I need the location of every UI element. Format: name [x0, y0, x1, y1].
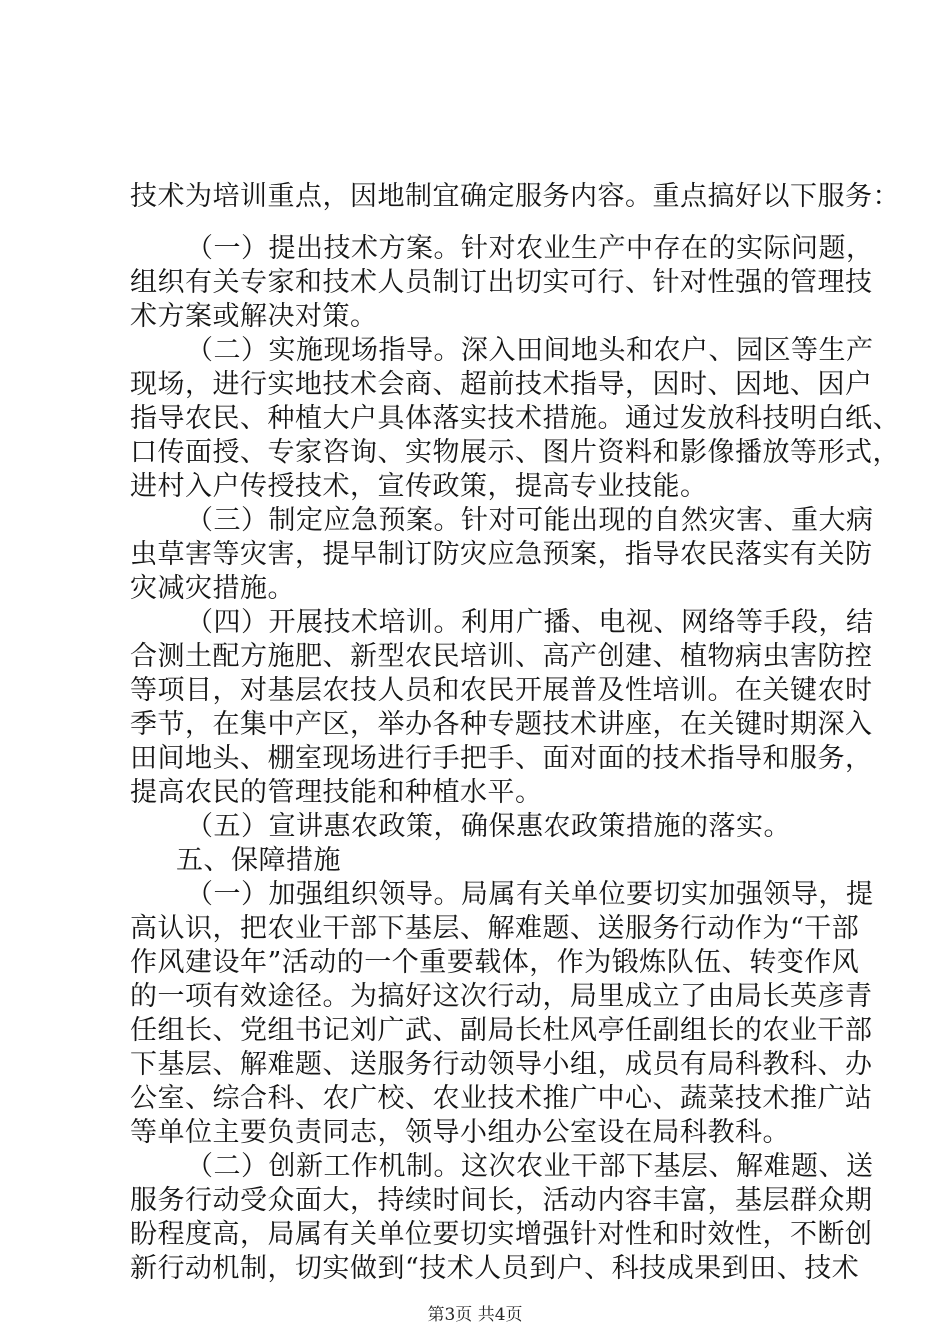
text-line: 提高农民的管理技能和种植水平。 — [130, 777, 543, 808]
paragraph-heading: （三）制定应急预案。针对可能出现的自然灾害、重大病 — [186, 505, 874, 536]
text-line: 田间地头、棚室现场进行手把手、面对面的技术指导和服务， — [130, 743, 873, 774]
text-line: 等项目，对基层农技人员和农民开展普及性培训。在关键农时 — [130, 675, 873, 706]
text-line: 公室、综合科、农广校、农业技术推广中心、蔬菜技术推广站 — [130, 1083, 873, 1114]
page-footer: 第3页 共4页 — [427, 1305, 523, 1325]
paragraph-heading: （二）创新工作机制。这次农业干部下基层、解难题、送 — [186, 1151, 874, 1182]
paragraph-heading: （一）提出技术方案。针对农业生产中存在的实际问题， — [186, 233, 874, 264]
text-line: 口传面授、专家咨询、实物展示、图片资料和影像播放等形式， — [130, 437, 900, 468]
text-line: 组织有关专家和技术人员制订出切实可行、针对性强的管理技 — [130, 267, 873, 298]
text-line: 术方案或解决对策。 — [130, 301, 378, 332]
text-line: 高认识，把农业干部下基层、解难题、送服务行动作为“干部 — [130, 913, 860, 944]
text-line: 灾减灾措施。 — [130, 573, 295, 604]
text-line: 技术为培训重点，因地制宜确定服务内容。重点搞好以下服务： — [130, 181, 900, 212]
paragraph-heading: （一）加强组织领导。局属有关单位要切实加强领导，提 — [186, 879, 874, 910]
section-heading: 五、保障措施 — [176, 845, 341, 876]
text-line: 新行动机制，切实做到“技术人员到户、科技成果到田、技术 — [130, 1253, 860, 1284]
text-line: 进村入户传授技术，宣传政策，提高专业技能。 — [130, 471, 708, 502]
paragraph-heading: （五）宣讲惠农政策，确保惠农政策措施的落实。 — [186, 811, 791, 842]
text-line: 虫草害等灾害，提早制订防灾应急预案，指导农民落实有关防 — [130, 539, 873, 570]
paragraph-heading: （四）开展技术培训。利用广播、电视、网络等手段，结 — [186, 607, 874, 638]
text-line: 季节，在集中产区，举办各种专题技术讲座，在关键时期深入 — [130, 709, 873, 740]
text-line: 下基层、解难题、送服务行动领导小组，成员有局科教科、办 — [130, 1049, 873, 1080]
text-line: 作风建设年”活动的一个重要载体，作为锻炼队伍、转变作风 — [130, 947, 860, 978]
text-line: 服务行动受众面大，持续时间长，活动内容丰富，基层群众期 — [130, 1185, 873, 1216]
text-line: 指导农民、种植大户具体落实技术措施。通过发放科技明白纸、 — [130, 403, 900, 434]
text-line: 合测土配方施肥、新型农民培训、高产创建、植物病虫害防控 — [130, 641, 873, 672]
text-line: 的一项有效途径。为搞好这次行动，局里成立了由局长英彦青 — [130, 981, 873, 1012]
text-line: 现场，进行实地技术会商、超前技术指导，因时、因地、因户 — [130, 369, 873, 400]
text-line: 任组长、党组书记刘广武、副局长杜风亭任副组长的农业干部 — [130, 1015, 873, 1046]
text-line: 等单位主要负责同志，领导小组办公室设在局科教科。 — [130, 1117, 790, 1148]
text-line: 盼程度高，局属有关单位要切实增强针对性和时效性，不断创 — [130, 1219, 873, 1250]
paragraph-heading: （二）实施现场指导。深入田间地头和农户、园区等生产 — [186, 335, 874, 366]
